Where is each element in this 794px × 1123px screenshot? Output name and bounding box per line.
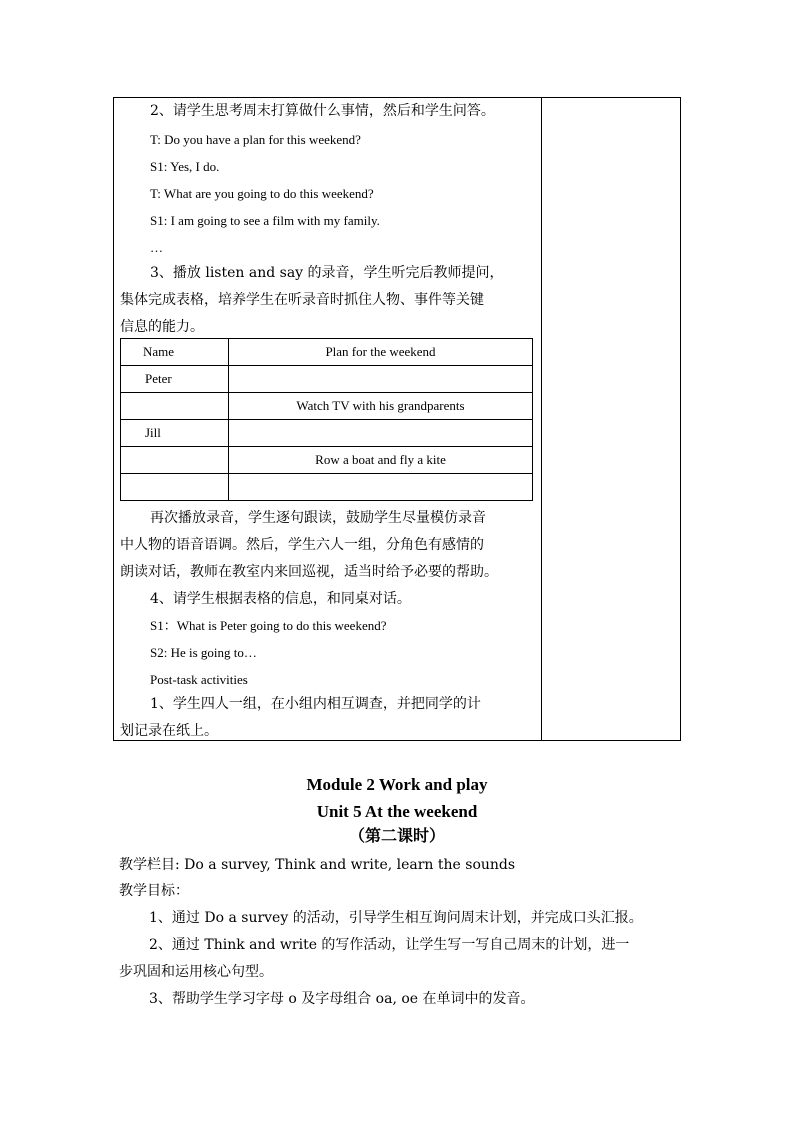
table-row [121,447,533,474]
table-row [121,366,533,393]
plan-table [120,338,533,501]
objective-2: 2、通过 Think and write 的写作活动，让学生写一写自己周末的计划，进一 [149,937,630,953]
unit-title: Unit 5 At the weekend [316,802,478,821]
step-3-text: 3、播放 listen and say 的录音，学生听完后教师提问， [150,265,504,281]
cell-name [121,393,229,420]
table-row [121,474,533,501]
cell-name: Peter [121,366,229,393]
period-title: （第二课时） [348,826,445,845]
section-label: Post-task activities [150,672,248,687]
table-header-row [121,339,533,366]
repeat-text: 再次播放录音，学生逐句跟读，鼓励学生尽量模仿录音 [150,510,486,526]
step-3-text: 集体完成表格，培养学生在听录音时抓住人物、事件等关键 [120,292,484,308]
cell-plan [229,366,533,393]
cell-plan [229,474,533,501]
cell-plan [229,420,533,447]
step-2-text: 2、请学生思考周末打算做什么事情，然后和学生问答。 [150,103,495,119]
cell-name: Jill [121,420,229,447]
ellipsis: … [150,240,163,255]
header-name: Name [121,339,229,366]
dialog-line: T: What are you going to do this weekend? [150,186,374,201]
column-divider [541,98,542,740]
table-row [121,420,533,447]
lesson-sections: 教学栏目: Do a survey, Think and write, learn the sounds [119,857,516,873]
repeat-text: 朗读对话，教师在教室内来回巡视，适当时给予必要的帮助。 [120,564,498,580]
dialog-line: S1: Yes, I do. [150,159,220,174]
dialog-line: S2: He is going to… [150,645,257,660]
cell-name [121,474,229,501]
repeat-text: 中人物的语音语调。然后，学生六人一组，分角色有感情的 [120,537,484,553]
cell-plan: Watch TV with his grandparents [229,393,533,420]
cell-plan: Row a boat and fly a kite [229,447,533,474]
dialog-line: T: Do you have a plan for this weekend? [150,132,361,147]
module-title: Module 2 Work and play [306,775,488,794]
table-row [121,393,533,420]
header-plan: Plan for the weekend [229,339,533,366]
step-3-text: 信息的能力。 [120,319,204,335]
step-4-text: 4、请学生根据表格的信息，和同桌对话。 [150,591,411,607]
dialog-line: S1: I am going to see a film with my family. [150,213,380,228]
post-task-text: 1、学生四人一组，在小组内相互调查，并把同学的计 [150,696,481,712]
objectives-label: 教学目标： [119,883,189,899]
lesson-table [113,97,681,741]
objective-3: 3、帮助学生学习字母 o 及字母组合 oa, oe 在单词中的发音。 [149,991,535,1007]
cell-name [121,447,229,474]
objective-2-cont: 步巩固和运用核心句型。 [119,964,273,980]
dialog-line: S1：What is Peter going to do this weekend? [150,618,387,633]
objective-1: 1、通过 Do a survey 的活动，引导学生相互询问周末计划，并完成口头汇报。 [149,910,643,926]
post-task-text: 划记录在纸上。 [120,723,218,739]
